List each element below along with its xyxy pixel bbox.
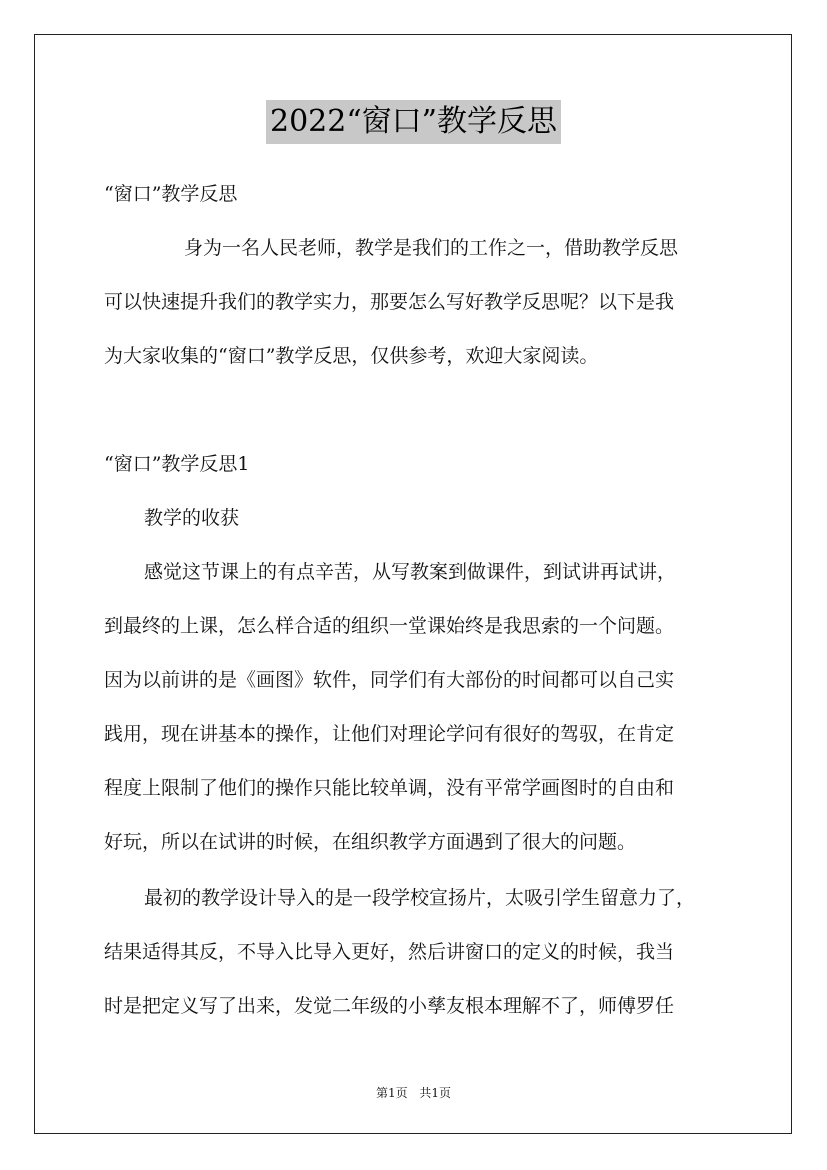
intro-line: 为大家收集的“窗口”教学反思，仅供参考，欢迎大家阅读。 [104, 345, 599, 367]
subtitle: “窗口”教学反思 [104, 183, 238, 205]
page-footer [0, 1084, 827, 1101]
section-heading: “窗口”教学反思1 [104, 453, 250, 475]
page-number: 第1页 [375, 1086, 408, 1100]
intro-line: 身为一名人民老师，教学是我们的工作之一，借助教学反思 [184, 237, 679, 259]
paragraph-line: 到最终的上课，怎么样合适的组织一堂课始终是我思索的一个问题。 [104, 615, 675, 637]
page-total: 共1页 [419, 1086, 452, 1100]
paragraph-line: 结果适得其反，不导入比导入更好，然后讲窗口的定义的时候，我当 [104, 941, 675, 963]
title-block [0, 100, 827, 144]
paragraph-line: 感觉这节课上的有点辛苦，从写教案到做课件，到试讲再试讲， [144, 561, 677, 583]
paragraph-line: 因为以前讲的是《画图》软件，同学们有大部份的时间都可以自己实 [104, 669, 675, 691]
intro-line: 可以快速提升我们的教学实力，那要怎么写好教学反思呢？以下是我 [104, 291, 675, 313]
paragraph-line: 最初的教学设计导入的是一段学校宣扬片，太吸引学生留意力了， [144, 887, 696, 909]
paragraph-line: 程度上限制了他们的操作只能比较单调，没有平常学画图时的自由和 [104, 777, 675, 799]
sub-heading: 教学的收获 [144, 507, 240, 529]
paragraph-line: 践用，现在讲基本的操作，让他们对理论学问有很好的驾驭，在肯定 [104, 723, 675, 745]
document-title: 2022“窗口”教学反思 [266, 100, 561, 144]
paragraph-line: 好玩，所以在试讲的时候，在组织教学方面遇到了很大的问题。 [104, 831, 637, 853]
paragraph-line: 时是把定义写了出来，发觉二年级的小孳友根本理解不了，师傅罗任 [104, 995, 675, 1017]
